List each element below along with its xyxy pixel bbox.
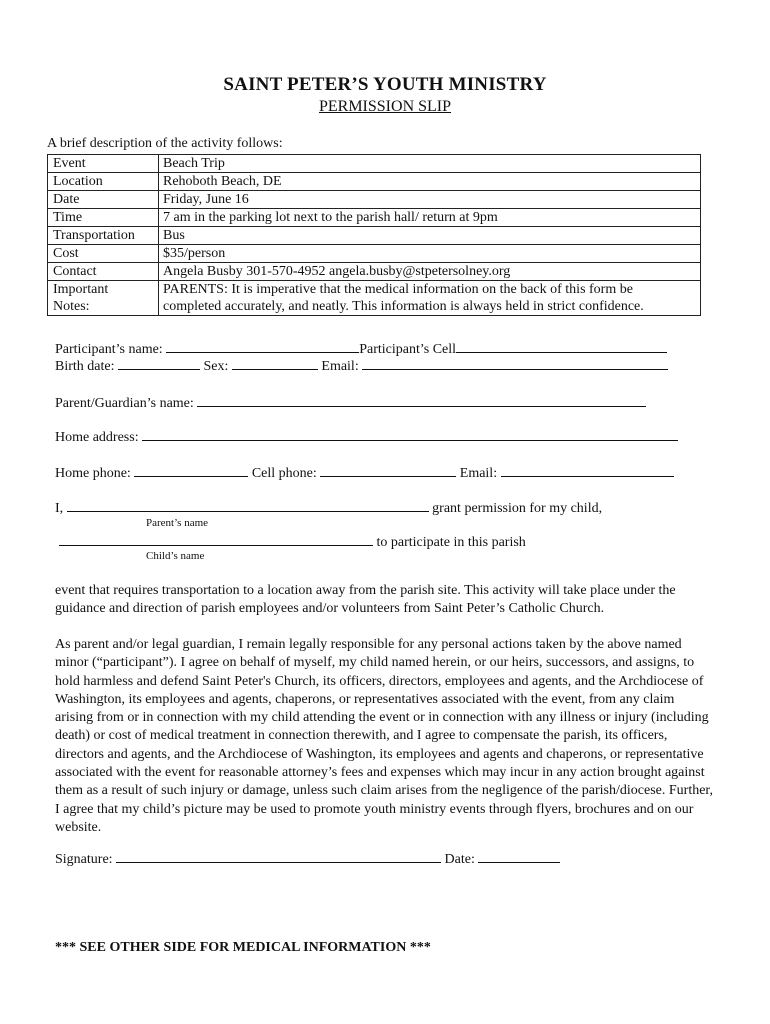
row-label: Transportation — [48, 227, 159, 245]
row-value: Rehoboth Beach, DE — [159, 173, 701, 191]
page-title: SAINT PETER’S YOUTH MINISTRY — [223, 74, 547, 95]
row-label: Location — [48, 173, 159, 191]
email-field[interactable] — [362, 357, 668, 370]
cell-phone-label: Cell phone: — [251, 466, 317, 481]
guardian-name-field[interactable] — [197, 394, 646, 407]
participant-cell-label: Participant’s Cell — [359, 342, 457, 357]
table-row — [48, 155, 701, 173]
row-value — [159, 281, 701, 316]
row-value: Angela Busby 301-570-4952 angela.busby@stpetersolney.org — [159, 263, 701, 281]
row-label: Contact — [48, 263, 159, 281]
date-field[interactable] — [478, 850, 560, 863]
address-row — [55, 428, 678, 446]
guardian-row — [55, 394, 646, 412]
table-row — [48, 245, 701, 263]
i-label: I, — [55, 501, 64, 516]
row-label: Event — [48, 155, 159, 173]
parents-name-caption: Parent’s name — [146, 517, 209, 529]
table-row — [48, 209, 701, 227]
row-label: Cost — [48, 245, 159, 263]
notes-line: completed accurately, and neatly. This information is always held in strict confidence. — [163, 299, 644, 314]
guardian-name-label: Parent/Guardian’s name: — [55, 396, 194, 411]
date-label: Date: — [444, 852, 475, 867]
childs-name-caption: Child’s name — [146, 550, 205, 562]
row-value: Friday, June 16 — [159, 191, 701, 209]
home-phone-field[interactable] — [134, 464, 248, 477]
participant-cell-field[interactable] — [456, 340, 667, 353]
email-label: Email: — [321, 359, 359, 374]
row-value: $35/person — [159, 245, 701, 263]
signature-field[interactable] — [116, 850, 441, 863]
child-name-field[interactable] — [59, 533, 373, 546]
row-value: Beach Trip — [159, 155, 701, 173]
sex-label: Sex: — [203, 359, 229, 374]
notes-line: PARENTS: It is imperative that the medical information on the back of this form be — [163, 282, 633, 297]
table-row — [48, 263, 701, 281]
participant-row — [55, 340, 667, 358]
phone-row — [55, 464, 674, 482]
paragraph-event: event that requires transportation to a location away from the parish site. This activity will take place under the guidance and direction of parish employees and/or volunteers from Saint Peter’s Catholic Church. — [55, 583, 676, 617]
cell-phone-field[interactable] — [320, 464, 456, 477]
participate-text: to participate in this parish — [376, 535, 526, 550]
sex-field[interactable] — [232, 357, 318, 370]
page-subtitle: PERMISSION SLIP — [318, 98, 452, 115]
signature-row — [55, 850, 560, 868]
table-row — [48, 281, 701, 316]
signature-label: Signature: — [55, 852, 113, 867]
birth-date-label: Birth date: — [55, 359, 115, 374]
home-address-field[interactable] — [142, 428, 678, 441]
birth-date-field[interactable] — [118, 357, 200, 370]
activity-table — [47, 154, 701, 316]
activity-intro: A brief description of the activity follows: — [47, 136, 283, 151]
row-label: Time — [48, 209, 159, 227]
child-row — [59, 533, 526, 551]
table-row — [48, 173, 701, 191]
email2-field[interactable] — [501, 464, 674, 477]
email2-label: Email: — [459, 466, 498, 481]
home-phone-label: Home phone: — [55, 466, 131, 481]
row-label — [48, 281, 159, 316]
participant-name-label: Participant’s name: — [55, 342, 163, 357]
table-row — [48, 191, 701, 209]
permission-row — [55, 499, 602, 517]
participant-name-field[interactable] — [166, 340, 359, 353]
label-line: Important — [53, 282, 109, 297]
grant-text: grant permission for my child, — [432, 501, 603, 516]
parent-name-field[interactable] — [67, 499, 429, 512]
birth-row — [55, 357, 668, 375]
label-line: Notes: — [53, 299, 90, 314]
table-row — [48, 227, 701, 245]
paragraph-liability: As parent and/or legal guardian, I remain legally responsible for any personal actions taken by the above named minor (“participant”). I agree on behalf of myself, my child named herein, or our heirs, successors, and assigns, to hold harmless and defend Saint Peter's Church, its officers, directors, employees and agents, and the Archdiocese of Washington, its employees and agents, chaperons, or representatives associated with the event, from any claim arising from or in connection with my child attending the event or in connection with any illness or injury (including death) or cost of medical treatment in connection therewith, and I agree to compensate the parish, its officers, directors and agents, and the Archdiocese of Washington, its employees and agents and chaperons, or representative associated with the event for reasonable attorney’s fees and expenses which may incur in any action brought against them as a result of such injury or damage, unless such claim arises from the negligence of the parish/diocese. Further, I agree that my child’s picture may be used to promote youth ministry events through flyers, brochures and on our website. — [55, 637, 714, 835]
footer-note: *** SEE OTHER SIDE FOR MEDICAL INFORMATION *** — [55, 940, 431, 955]
row-value: 7 am in the parking lot next to the parish hall/ return at 9pm — [159, 209, 701, 227]
row-label: Date — [48, 191, 159, 209]
row-value: Bus — [159, 227, 701, 245]
home-address-label: Home address: — [55, 430, 139, 445]
